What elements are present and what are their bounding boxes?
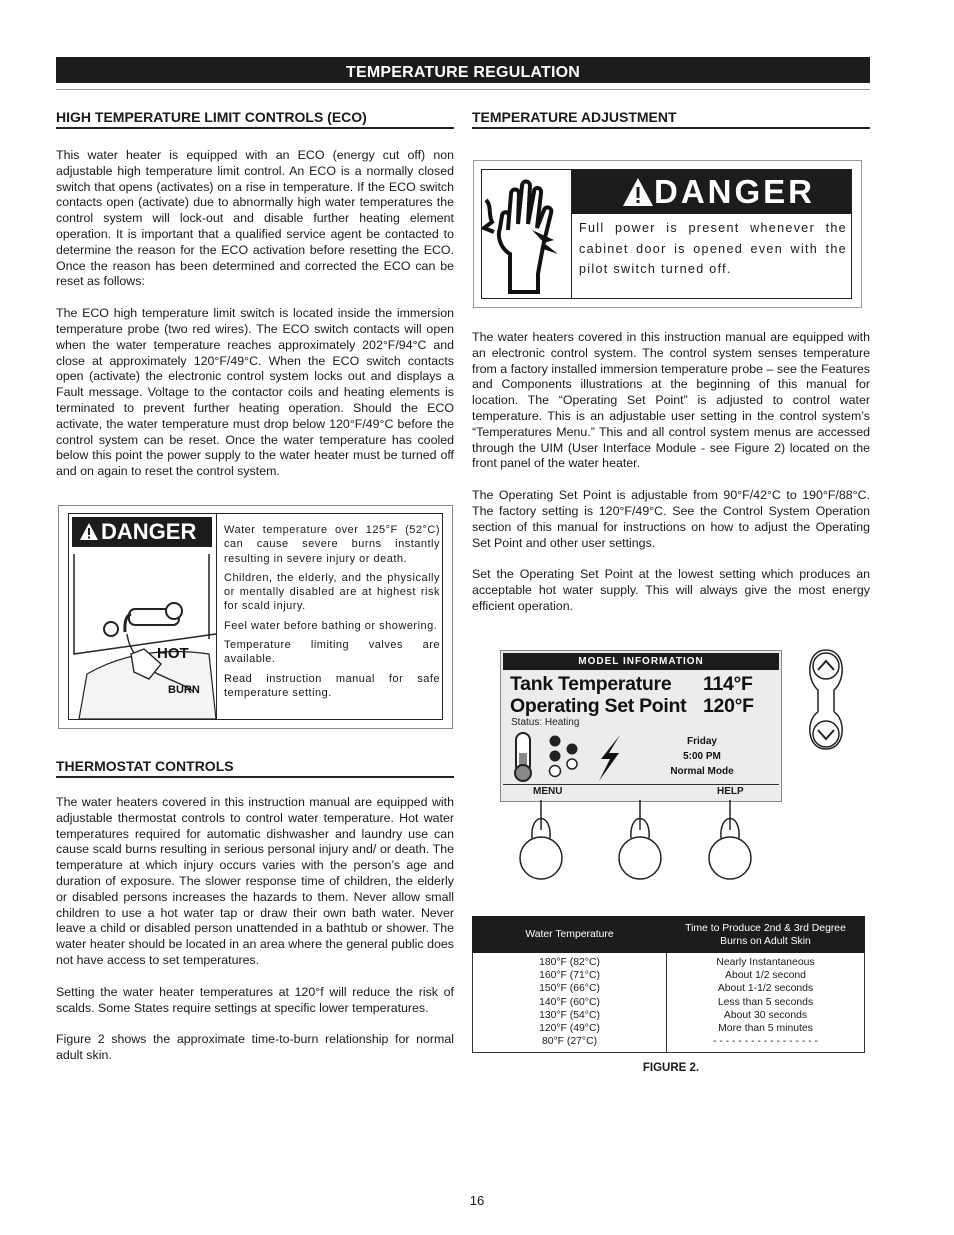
right-column <box>472 109 870 129</box>
burn-time-cell: Nearly Instantaneous <box>716 957 815 968</box>
center-softkey-button[interactable] <box>619 800 661 879</box>
down-arrow-button[interactable] <box>810 712 842 749</box>
adjustment-paragraph-1: The water heaters covered in this instruction manual are equipped with an electronic control system. The control system senses temperature from a factory installed immersion temperature probe – see the Features and Components illustrations at the beginning of this manual for location. The “Operating Set Point” is adjusted to control water temperature. This is an adjustable user setting in the control system’s “Temperatures Menu.” This and all control system menus are accessed through the UIM (User Interface Module - see Figure 2) located on the front panel of the water heater. <box>472 330 870 471</box>
burn-time-cell: More than 5 minutes <box>718 1023 813 1035</box>
danger-item: Read instruction manual for safe temperature setting. <box>224 672 440 699</box>
danger-item: Temperature limiting valves are available. <box>224 639 440 666</box>
scald-illustration <box>69 514 217 719</box>
danger-item: Feel water before bathing or showering. <box>224 619 438 632</box>
pic-burn-text: BURN <box>168 684 200 696</box>
water-temperature-header: Water Temperature <box>473 917 667 953</box>
help-softkey-label: HELP <box>717 786 744 797</box>
header-rule <box>56 89 870 90</box>
burn-time-cell: Less than 5 seconds <box>717 996 814 1008</box>
eco-heading: HIGH TEMPERATURE LIMIT CONTROLS (ECO) <box>56 109 454 129</box>
scald-danger-text <box>224 523 440 705</box>
figure-caption: FIGURE 2. <box>642 1062 700 1074</box>
time-text: 5:00 PM <box>683 751 721 762</box>
section-banner <box>56 57 870 83</box>
burn-time-table <box>472 916 865 1053</box>
table-header-row <box>473 917 865 953</box>
danger-header <box>572 170 851 214</box>
power-danger-label <box>473 160 862 308</box>
adjustment-paragraph-3: Set the Operating Set Point at the lowest setting which produces an acceptable hot water supply. This will always give the most energy efficient operation. <box>472 567 870 613</box>
status-icons <box>513 731 623 783</box>
status-text: Status: Heating <box>511 717 580 728</box>
page-number: 16 <box>469 1193 485 1208</box>
temperature-cell: 160°F (71°C) <box>539 970 600 982</box>
uim-header: MODEL INFORMATION <box>503 653 779 670</box>
thermostat-paragraph-2: Setting the water heater temperatures at 120°f will reduce the risk of scalds. Some States require settings at specific lower temperatures. <box>56 984 454 1015</box>
tank-temperature-label: Tank Temperature <box>510 673 672 695</box>
temperature-cell: 180°F (82°C) <box>539 957 600 968</box>
danger-item: Children, the elderly, and the physically or mentally disabled are at highest risk for scald injury. <box>224 571 440 613</box>
faucet-hand-icon <box>69 514 216 719</box>
burn-time-header: Time to Produce 2nd & 3rd Degree Burns on Adult Skin <box>667 917 865 953</box>
uim-display <box>500 650 782 802</box>
danger-label-text: DANGER <box>101 519 197 544</box>
burn-time-cell: - - - - - - - - - - - - - - - - - <box>712 1036 818 1048</box>
temperature-cell: 140°F (60°C) <box>539 996 600 1008</box>
burn-time-column <box>667 953 865 1053</box>
left-softkey-button[interactable] <box>520 800 562 879</box>
adjustment-paragraph-2: The Operating Set Point is adjustable from 90°F/42°C to 190°F/88°C. The factory setting is 120°F/49°C. See the Control System Operation section of this manual for instructions on how to adjust the Operating Set Point and other user settings. <box>472 488 870 550</box>
set-point-label: Operating Set Point <box>510 695 687 717</box>
thermostat-heading: THERMOSTAT CONTROLS <box>56 758 454 778</box>
day-text: Friday <box>686 736 717 747</box>
burn-time-cell: About 1/2 second <box>725 970 806 982</box>
up-arrow-button[interactable] <box>810 650 842 712</box>
right-softkey-button[interactable] <box>709 800 751 879</box>
uim-softkey-bar <box>503 784 779 799</box>
temperature-cell: 130°F (54°C) <box>539 1009 600 1021</box>
eco-paragraph-2: The ECO high temperature limit switch is located inside the immersion temperature probe (two red wires). The ECO switch contacts will open when the water temperature reaches approximately 202°F/94°C and close at approximately 120°F/49°C. When the ECO switch contacts open (activate) the electronic control system locks out and displays a Fault message. Voltage to the contactor coils and heating elements is terminated to prevent further heating operation. Should the ECO activate, the water temperature must drop below 120°F/49°C before the control system can be reset. Once the water temperature has cooled below this point the power supply to the water heater must be turned off and on again to reset the control system. <box>56 306 454 479</box>
set-point-value: 120°F <box>703 695 754 717</box>
thermostat-paragraph-3: Figure 2 shows the approximate time-to-burn relationship for normal adult skin. <box>56 1032 454 1063</box>
temperature-cell: 80°F (27°C) <box>541 1036 598 1048</box>
power-danger-text: Full power is present whenever the cabinet door is opened even with the pilot switch turned off. <box>579 221 847 276</box>
burn-time-cell: About 1-1/2 seconds <box>717 983 814 995</box>
shock-hand-illustration <box>482 170 572 298</box>
lightning-icon <box>599 735 620 781</box>
left-column-lower <box>56 758 454 1064</box>
right-column-text <box>472 330 870 615</box>
eco-paragraph-1: This water heater is equipped with an ECO (energy cut off) non adjustable high temperature limit control. An ECO is a normally closed switch that opens (activates) on a rise in temperature. If the ECO switch contacts open (activate) due to abnormally high water temperatures the control system will lock-out and disable further heating element operation. It is important that a qualified service agent be contacted to determine the reason for the ECO activation before resetting the ECO. Once the reason has been determined and corrected the ECO can be reset as follows: <box>56 148 454 289</box>
chevron-up-icon <box>818 661 834 670</box>
chevron-down-icon <box>818 730 834 739</box>
section-title: TEMPERATURE REGULATION <box>345 64 581 81</box>
danger-header-text: DANGER <box>654 173 816 210</box>
thermostat-paragraph-1: The water heaters covered in this instruction manual are equipped with adjustable thermostat controls to control water temperature. Hot water temperatures required for automatic dishwasher and laundry use can cause scald burns resulting in serious personal injury and/ or death. The temperature at which injury occurs varies with the person’s age and duration of exposure. The slower response time of children, the elderly or disabled persons increases the hazards to them. Never allow small children to use a hot water tap or draw their own bath water. Never leave a child or disabled person unattended in a bathtub or shower. The water heater should be located in an area where the general public does not have access to set temperatures. <box>56 795 454 967</box>
scald-danger-label <box>58 505 453 729</box>
warning-triangle-icon <box>622 177 654 207</box>
temperature-cell: 120°F (49°C) <box>539 1023 600 1035</box>
mode-text: Normal Mode <box>670 766 734 777</box>
electric-shock-icon <box>482 170 571 298</box>
left-column <box>56 109 454 480</box>
menu-softkey-label: MENU <box>533 786 563 797</box>
temperature-column <box>473 953 667 1053</box>
tank-temperature-value: 114°F <box>703 673 753 695</box>
burn-time-cell: About 30 seconds <box>723 1009 808 1021</box>
table-row <box>473 953 865 1053</box>
temperature-adjustment-heading: TEMPERATURE ADJUSTMENT <box>472 109 870 129</box>
danger-item: Water temperature over 125°F (52°C) can cause severe burns instantly resulting in severe injury or death. <box>224 524 440 565</box>
temperature-cell: 150°F (66°C) <box>539 983 600 995</box>
pic-hot-text: HOT <box>157 645 189 662</box>
